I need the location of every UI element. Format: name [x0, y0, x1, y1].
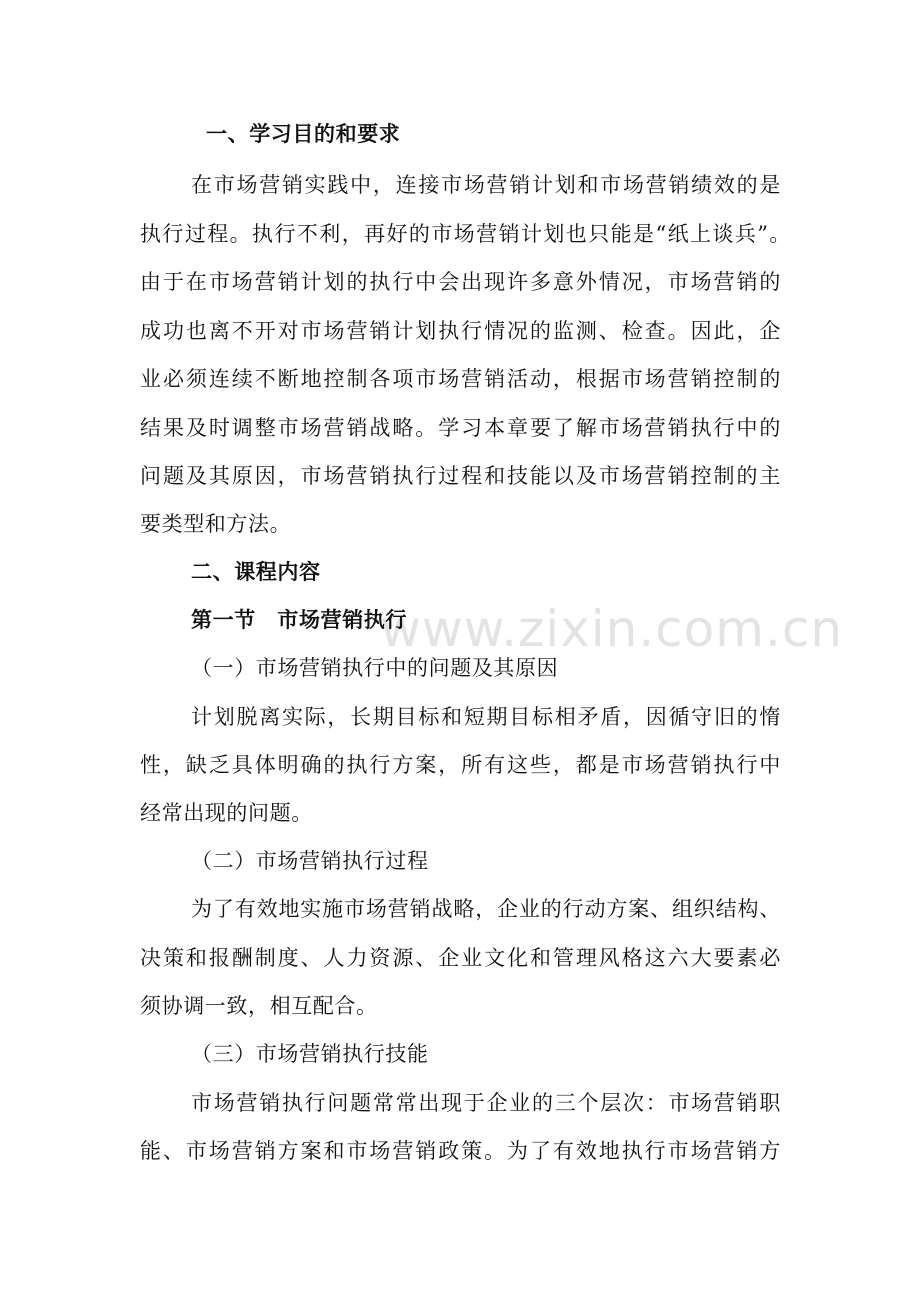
para2-line-2: 性，缺乏具体明确的执行方案，所有这些，都是市场营销执行中	[140, 753, 781, 777]
subheading-problems: （一）市场营销执行中的问题及其原因	[191, 656, 559, 680]
heading-course-content: 二、课程内容	[191, 560, 321, 584]
para1-line-7: 问题及其原因，市场营销执行过程和技能以及市场营销控制的主	[140, 464, 781, 488]
para4-line-2: 能、市场营销方案和市场营销政策。为了有效地执行市场营销方	[140, 1139, 781, 1163]
watermark: www.zixin.com.cn	[380, 600, 844, 658]
para3-line-2: 决策和报酬制度、人力资源、企业文化和管理风格这六大要素必	[140, 946, 781, 970]
para1-line-8: 要类型和方法。	[140, 512, 292, 536]
para2-line-1: 计划脱离实际，长期目标和短期目标相矛盾，因循守旧的惰	[191, 705, 781, 729]
subheading-process: （二）市场营销执行过程	[191, 849, 429, 873]
para1-line-4: 成功也离不开对市场营销计划执行情况的监测、检查。因此，企	[140, 319, 781, 343]
para1-line-6: 结果及时调整市场营销战略。学习本章要了解市场营销执行中的	[140, 416, 781, 440]
para1-line-2: 执行过程。执行不利，再好的市场营销计划也只能是“纸上谈兵”。	[140, 222, 791, 246]
para4-line-1: 市场营销执行问题常常出现于企业的三个层次：市场营销职	[191, 1091, 781, 1115]
para3-line-1: 为了有效地实施市场营销战略，企业的行动方案、组织结构、	[191, 897, 781, 921]
para1-line-1: 在市场营销实践中，连接市场营销计划和市场营销绩效的是	[191, 173, 781, 197]
heading-learning-goals: 一、学习目的和要求	[206, 122, 401, 146]
subheading-skills: （三）市场营销执行技能	[191, 1042, 429, 1066]
para3-line-3: 须协调一致，相互配合。	[140, 994, 378, 1018]
para1-line-5: 业必须连续不断地控制各项市场营销活动，根据市场营销控制的	[140, 367, 781, 391]
section-title: 第一节 市场营销执行	[191, 608, 407, 632]
para1-line-3: 由于在市场营销计划的执行中会出现许多意外情况，市场营销的	[140, 270, 781, 294]
para2-line-3: 经常出现的问题。	[140, 801, 313, 825]
